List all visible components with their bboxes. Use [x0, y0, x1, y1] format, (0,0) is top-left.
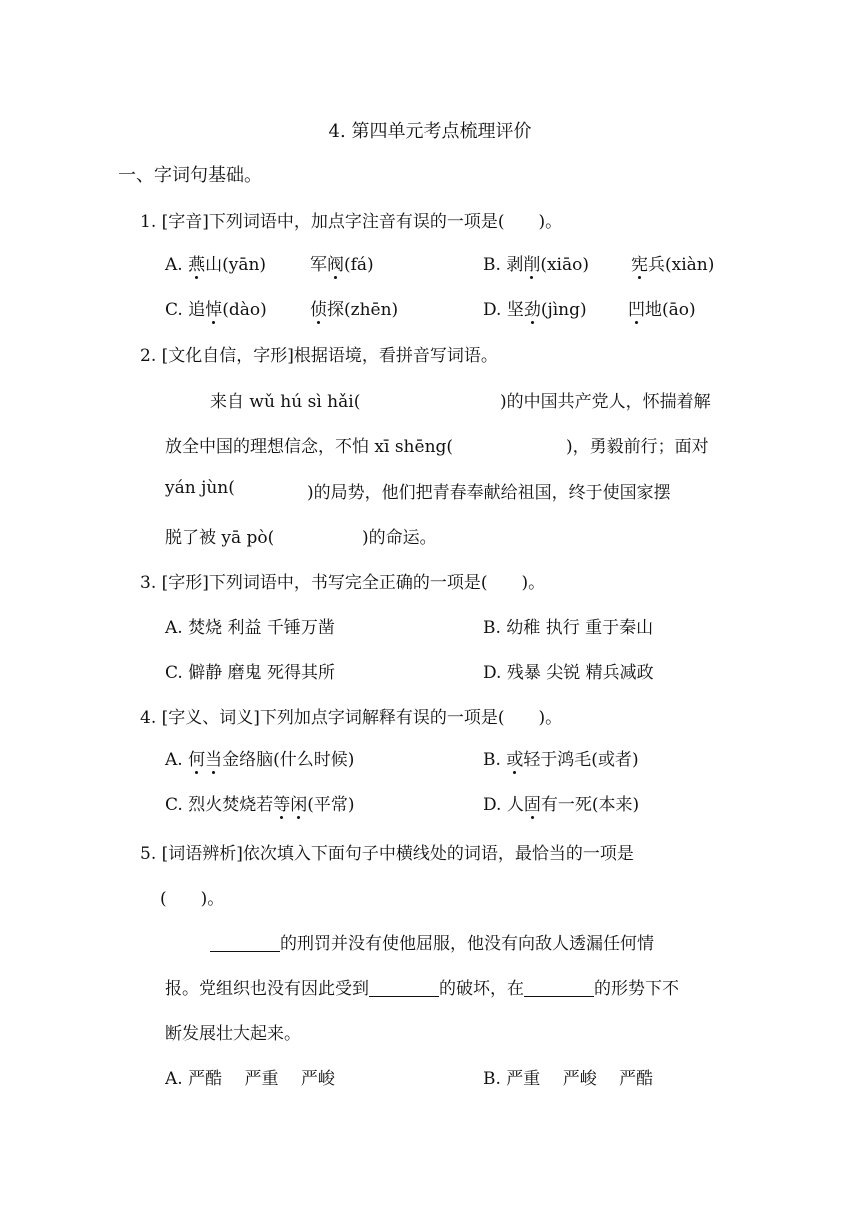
option-letter: D. [483, 300, 507, 320]
option-text: 探(zhēn) [327, 300, 399, 320]
fill-blank [524, 979, 594, 998]
page-title: 4. 第四单元考点梳理评价 [328, 121, 532, 142]
question-5-stem-paren: ( )。 [160, 889, 225, 909]
option-letter: D. [483, 795, 507, 815]
dotted-char: 阀 [327, 250, 344, 275]
q3-option-c: C. 僻静 磨鬼 死得其所 [165, 663, 336, 683]
option-text: 轻于鸿毛(或者) [523, 750, 639, 770]
option-text: 烈火焚烧若 [188, 795, 274, 815]
option-text: (dào) [222, 300, 267, 320]
q4-option-c [165, 790, 354, 815]
q5-line-1-text: 的刑罚并没有使他屈服，他没有向敌人透漏任何情 [280, 934, 654, 954]
q5-line-2-text-c: 的形势下不 [594, 979, 679, 999]
q2-line-2-start: 放全中国的理想信念，不怕 xī shēng( [165, 437, 454, 457]
question-1-stem: 1. [字音]下列词语中，加点字注音有误的一项是( )。 [140, 212, 563, 232]
dotted-char: 劲 [524, 295, 541, 320]
q3-option-a: A. 焚烧 利益 千锤万凿 [165, 618, 335, 638]
q1-option-a [165, 250, 266, 275]
q5-line-2-text-a: 报。党组织也没有因此受到 [165, 979, 369, 999]
q1-option-b-2 [631, 250, 714, 275]
dotted-char: 何 [188, 745, 205, 770]
option-text: (平常) [307, 795, 355, 815]
q2-line-4-start: 脱了被 yā pò( [165, 528, 275, 548]
q1-option-c [165, 295, 267, 320]
q2-line-1-start: 来自 wǔ hú sì hǎi( [210, 392, 361, 412]
q5-line-3: 断发展壮大起来。 [165, 1024, 301, 1044]
q5-option-a: A. 严酷 严重 严峻 [165, 1069, 335, 1089]
question-5-stem: 5. [词语辨析]依次填入下面句子中横线处的词语，最恰当的一项是 [140, 844, 634, 864]
q2-line-1-end: )的中国共产党人，怀揣着解 [500, 392, 711, 412]
q2-line-3-end: )的局势，他们把青春奉献给祖国，终于使国家摆 [307, 483, 671, 503]
option-letter: B. [483, 255, 507, 275]
q4-option-d [483, 790, 639, 815]
option-text: (jìng) [540, 300, 587, 320]
dotted-char: 凹 [628, 295, 645, 320]
dotted-char: 固 [524, 790, 541, 815]
dotted-char: 闲 [290, 790, 307, 815]
option-text: 兵(xiàn) [648, 255, 715, 275]
q2-line-4-end: )的命运。 [362, 528, 437, 548]
q4-option-a [165, 745, 354, 770]
dotted-char: 燕 [188, 250, 205, 275]
dotted-char: 削 [523, 250, 540, 275]
q5-line-2-text-b: 的破坏，在 [439, 979, 524, 999]
option-text: 地(āo) [645, 300, 696, 320]
fill-blank [210, 934, 280, 953]
option-letter: A. [165, 750, 189, 770]
dotted-char: 或 [506, 745, 523, 770]
question-3-stem: 3. [字形]下列词语中，书写完全正确的一项是( )。 [140, 573, 546, 593]
q3-option-d: D. 残暴 尖锐 精兵减政 [483, 663, 654, 683]
dotted-char: 悼 [205, 295, 222, 320]
q1-option-d-2 [628, 295, 696, 320]
q4-option-b [483, 745, 639, 770]
option-letter: C. [165, 795, 189, 815]
dotted-char: 等 [273, 790, 290, 815]
dotted-char: 宪 [631, 250, 648, 275]
q5-line-2 [165, 974, 679, 999]
dotted-char: 当 [205, 745, 222, 770]
option-letter: C. [165, 300, 189, 320]
option-letter: B. [483, 750, 507, 770]
option-text: 人 [506, 795, 524, 815]
option-text: (xiāo) [540, 255, 589, 275]
option-text: 有一死(本来) [540, 795, 640, 815]
q1-option-d [483, 295, 587, 320]
option-text: 山(yān) [205, 255, 267, 275]
question-4-stem: 4. [字义、词义]下列加点字词解释有误的一项是( )。 [140, 708, 563, 728]
q3-option-b: B. 幼稚 执行 重于秦山 [483, 618, 654, 638]
q1-option-b [483, 250, 589, 275]
q2-line-2-end: )，勇毅前行；面对 [566, 437, 709, 457]
question-2-stem: 2. [文化自信，字形]根据语境，看拼音写词语。 [140, 346, 498, 366]
q5-option-b: B. 严重 严峻 严酷 [483, 1069, 654, 1089]
option-text: 追 [188, 300, 206, 320]
q1-option-c-2 [310, 295, 398, 320]
option-letter: A. [165, 255, 189, 275]
option-text: 坚 [506, 300, 524, 320]
q5-line-1 [210, 929, 654, 954]
q2-line-3-start: yán jùn( [165, 478, 235, 498]
dotted-char: 侦 [310, 295, 327, 320]
option-text: 金络脑(什么时候) [222, 750, 355, 770]
option-text: 军 [310, 255, 327, 275]
q1-option-a-2 [310, 250, 374, 275]
option-text: 剥 [506, 255, 524, 275]
fill-blank [369, 979, 439, 998]
option-text: (fá) [344, 255, 374, 275]
section-heading: 一、字词句基础。 [118, 165, 262, 186]
